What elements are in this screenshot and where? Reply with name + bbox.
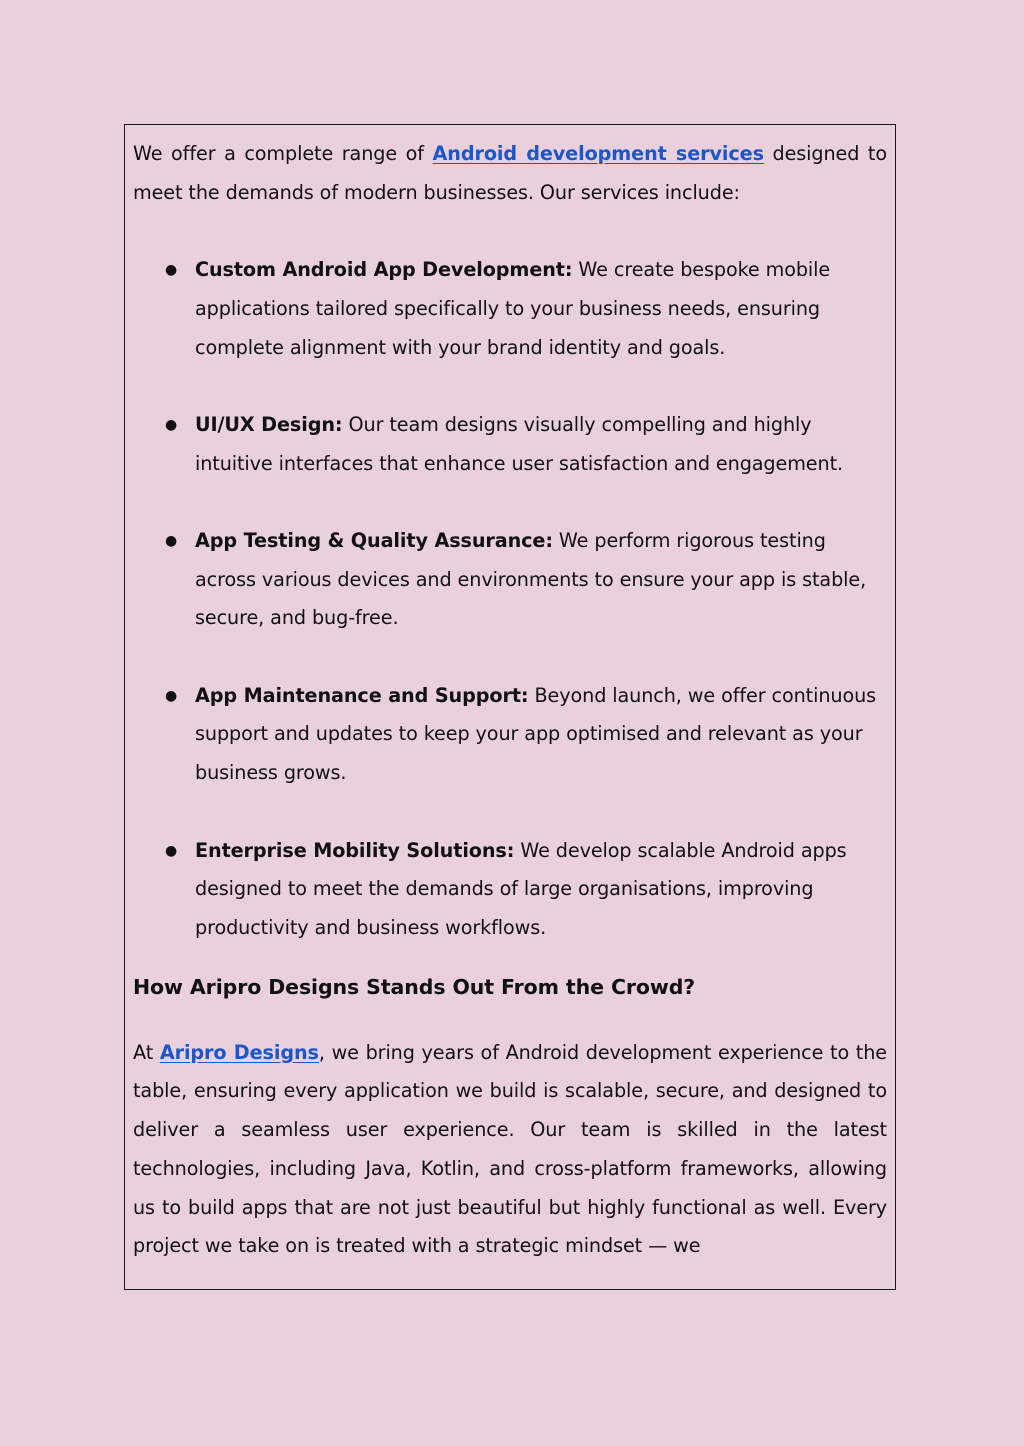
list-item — [133, 677, 887, 793]
bullet-icon: ● — [165, 262, 178, 279]
aripro-designs-link[interactable]: Aripro Designs — [159, 1040, 319, 1064]
intro-text-end: designed to meet the demands of modern businesses. Our services include: — [133, 142, 887, 204]
spacer — [133, 793, 887, 832]
section-text-end: , we bring years of Android development experience to the table, ensuring every application we build is scalable, secure, and designed to deliver a seamless user experience. Our team is skilled in the latest technologies, including Java, Kotlin, and cross-platform frameworks, allowing us to build apps that are not just beautiful but highly functional as well. Every project we take on is treated with a strategic mindset — we — [133, 1040, 887, 1258]
spacer — [133, 638, 887, 677]
service-description: We perform rigorous testing across various devices and environments to ensure your app is stable, secure, and bug-free. — [195, 528, 867, 630]
service-title: Enterprise Mobility Solutions: — [195, 838, 515, 862]
section-heading: How Aripro Designs Stands Out From the Crowd? — [133, 974, 696, 999]
bullet-icon: ● — [165, 687, 178, 704]
intro-text-start: We offer a complete range of — [133, 142, 433, 165]
spacer — [133, 948, 887, 968]
list-item — [133, 406, 887, 483]
section-text-start: At — [133, 1040, 160, 1064]
intro-paragraph — [133, 135, 887, 212]
list-item — [133, 832, 887, 948]
service-description: We create bespoke mobile applications tailored specifically to your business needs, ensuring complete alignment with your brand identity and goals. — [195, 258, 831, 359]
spacer — [133, 212, 887, 251]
list-item — [133, 251, 887, 367]
service-title: App Testing & Quality Assurance: — [195, 528, 553, 552]
services-list — [133, 251, 887, 948]
service-title: App Maintenance and Support: — [195, 683, 529, 707]
document-page — [124, 124, 896, 1290]
bullet-icon: ● — [165, 416, 178, 433]
bullet-icon: ● — [165, 842, 178, 859]
spacer — [133, 1006, 887, 1034]
service-description: Our team designs visually compelling and highly intuitive interfaces that enhance user satisfaction and engagement. — [195, 412, 843, 475]
spacer — [133, 367, 887, 406]
section-paragraph — [133, 1034, 887, 1266]
service-title: Custom Android App Development: — [195, 258, 573, 282]
spacer — [133, 483, 887, 522]
android-development-services-link[interactable]: Android development services — [432, 142, 764, 165]
list-item — [133, 522, 887, 638]
service-description: Beyond launch, we offer continuous support and updates to keep your app optimised and relevant as your business grows. — [195, 683, 877, 785]
bullet-icon: ● — [165, 532, 178, 549]
service-title: UI/UX Design: — [195, 412, 343, 436]
service-description: We develop scalable Android apps designed to meet the demands of large organisations, improving productivity and business workflows. — [195, 838, 847, 939]
